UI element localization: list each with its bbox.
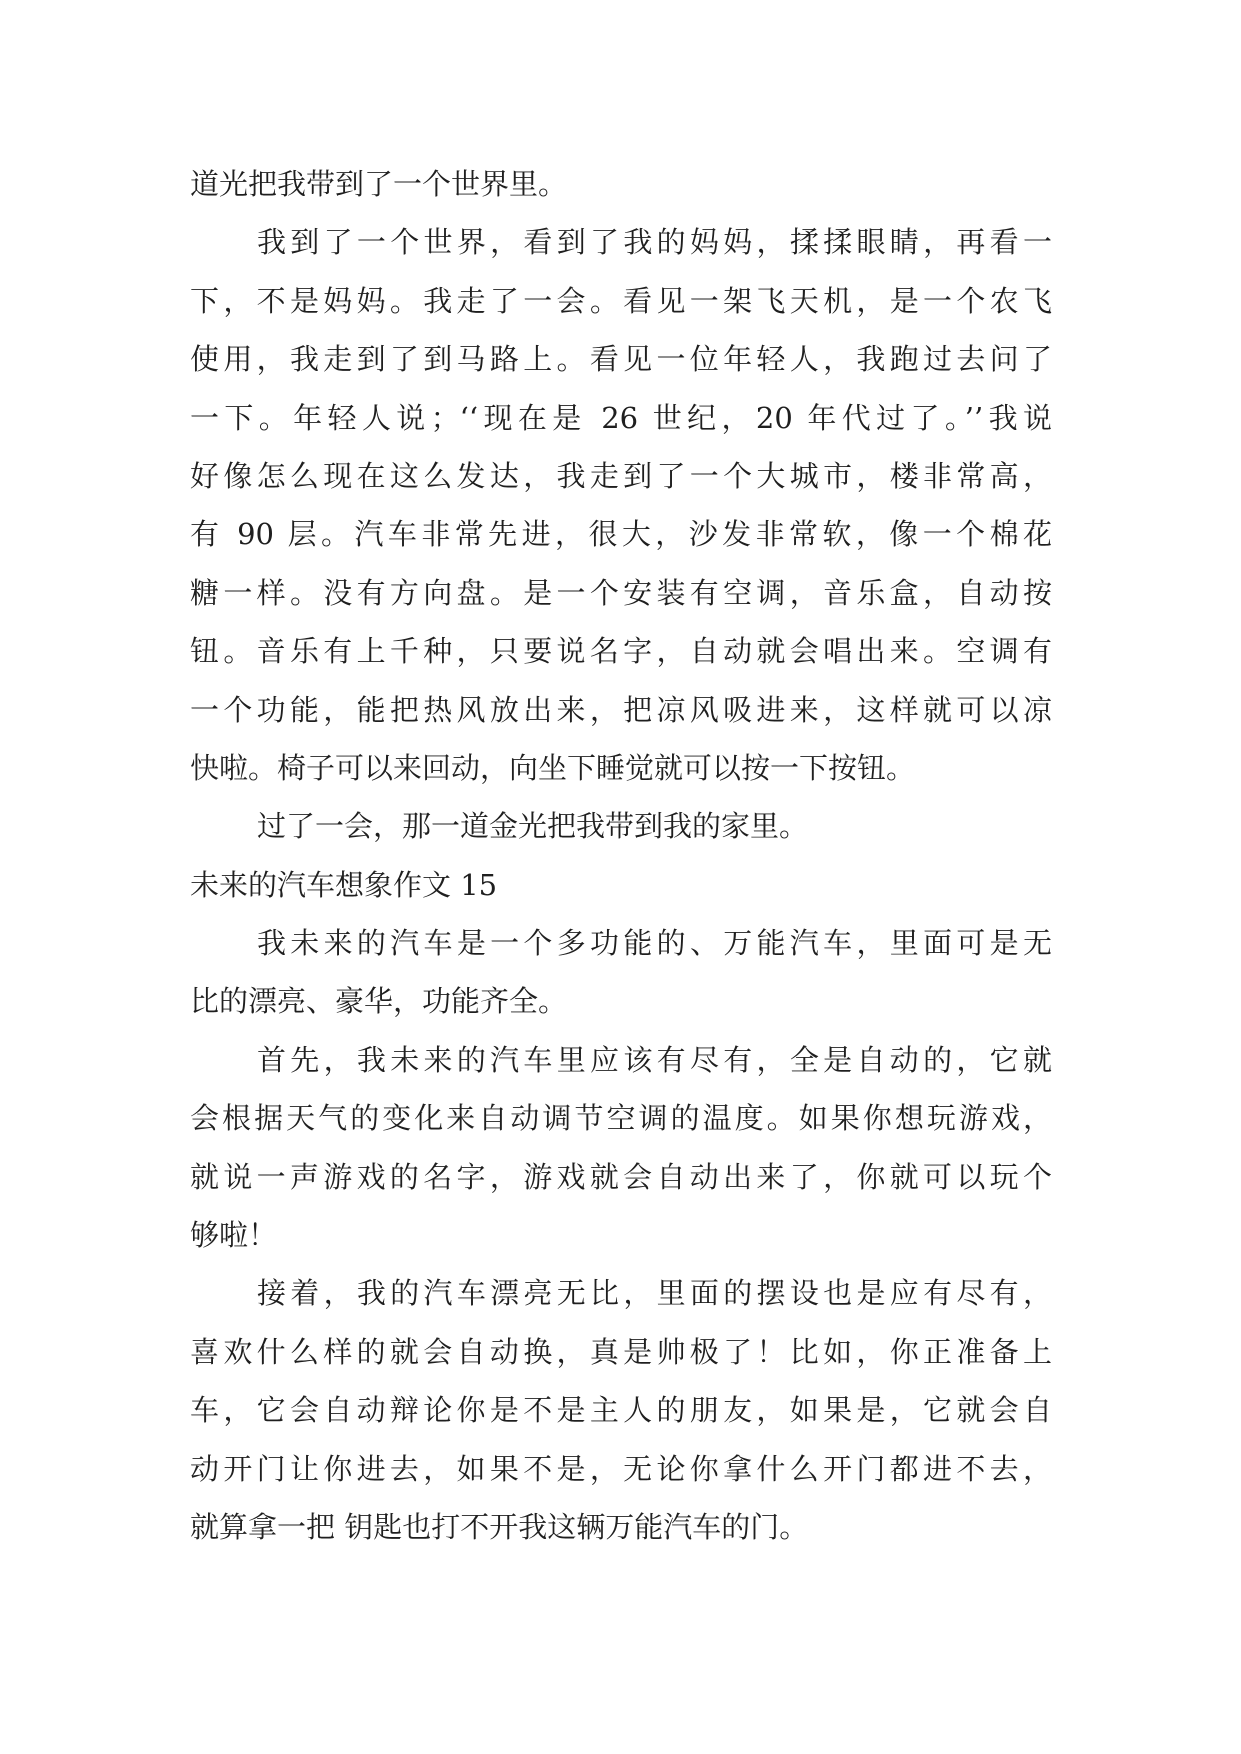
paragraph-continuation <box>190 155 1052 213</box>
text-body <box>190 155 1052 1556</box>
text-line: 使用，我走到了到马路上。看见一位年轻人，我跑过去问了 <box>190 342 1052 377</box>
paragraph <box>190 213 1052 797</box>
paragraph <box>190 1031 1052 1265</box>
text-line: 就算拿一把 钥匙也打不开我这辆万能汽车的门。 <box>190 1509 809 1544</box>
paragraph <box>190 1264 1052 1556</box>
text-line: 一个功能，能把热风放出来，把凉风吸进来，这样就可以凉 <box>190 692 1052 727</box>
text-line: 一下。年轻人说；‘‘现在是 26 世纪，20 年代过了。’’我说 <box>190 400 1052 435</box>
text-line: 够啦！ <box>190 1218 278 1253</box>
section-heading <box>190 856 1052 914</box>
text-line: 接着，我的汽车漂亮无比，里面的摆设也是应有尽有， <box>257 1276 1052 1311</box>
text-line: 钮。音乐有上千种，只要说名字，自动就会唱出来。空调有 <box>190 634 1052 669</box>
paragraph <box>190 797 1052 855</box>
text-line: 我未来的汽车是一个多功能的、万能汽车，里面可是无 <box>257 926 1052 961</box>
text-line: 快啦。椅子可以来回动，向坐下睡觉就可以按一下按钮。 <box>190 750 916 785</box>
text-line: 喜欢什么样的就会自动换，真是帅极了！比如，你正准备上 <box>190 1334 1052 1369</box>
text-line: 过了一会，那一道金光把我带到我的家里。 <box>257 809 809 844</box>
text-line: 就说一声游戏的名字，游戏就会自动出来了，你就可以玩个 <box>190 1159 1052 1194</box>
text-line: 有 90 层。汽车非常先进，很大，沙发非常软，像一个棉花 <box>190 517 1052 552</box>
text-line: 糖一样。没有方向盘。是一个安装有空调，音乐盒，自动按 <box>190 575 1052 610</box>
paragraph <box>190 914 1052 1031</box>
text-line: 好像怎么现在这么发达，我走到了一个大城市，楼非常高， <box>190 458 1052 493</box>
text-line: 动开门让你进去，如果不是，无论你拿什么开门都进不去， <box>190 1451 1052 1486</box>
text-line: 下，不是妈妈。我走了一会。看见一架飞天机，是一个农飞 <box>190 283 1052 318</box>
text-line: 车，它会自动辩论你是不是主人的朋友，如果是，它就会自 <box>190 1393 1052 1428</box>
text-line: 首先，我未来的汽车里应该有尽有，全是自动的，它就 <box>257 1042 1052 1077</box>
text-line: 我到了一个世界，看到了我的妈妈，揉揉眼睛，再看一 <box>257 225 1052 260</box>
text-line: 比的漂亮、豪华，功能齐全。 <box>190 984 568 1019</box>
text-line: 会根据天气的变化来自动调节空调的温度。如果你想玩游戏， <box>190 1101 1052 1136</box>
text-line: 道光把我带到了一个世界里。 <box>190 167 568 201</box>
heading-text: 未来的汽车想象作文 15 <box>190 867 498 902</box>
